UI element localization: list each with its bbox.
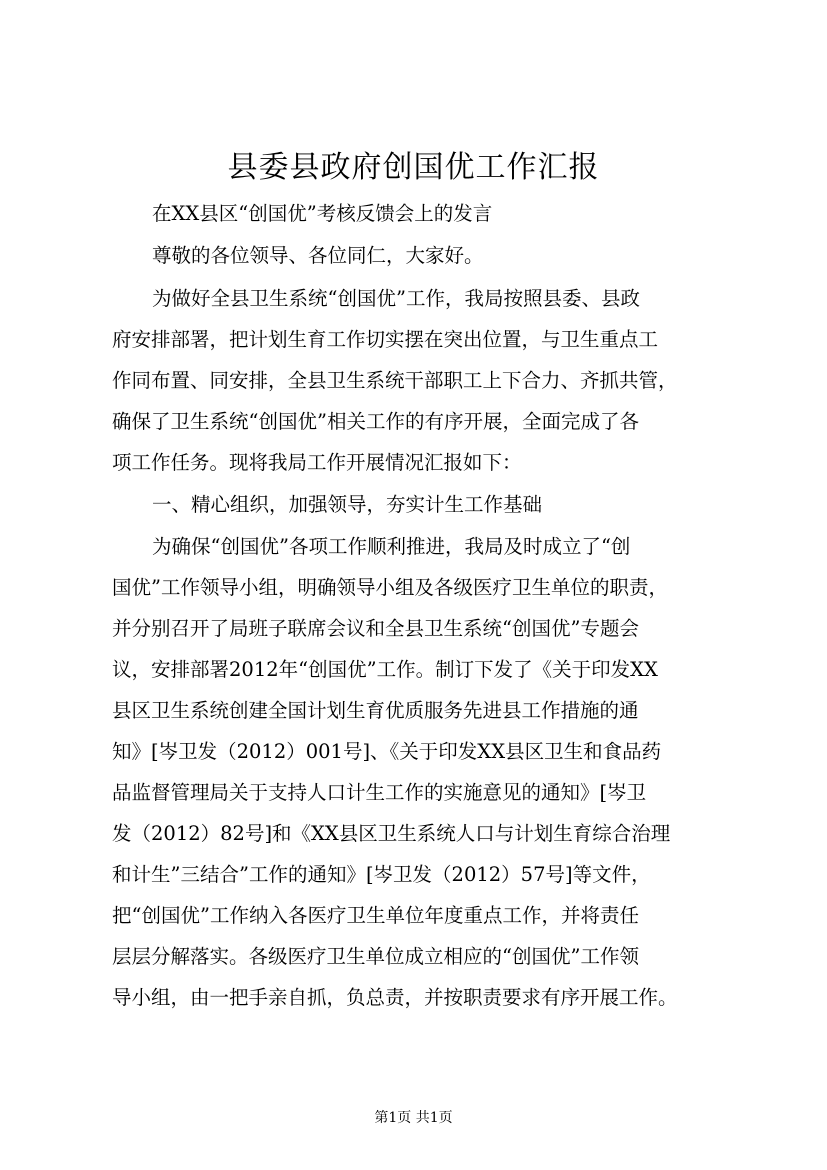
subtitle-line: 在XX县区“创国优”考核反馈会上的发言 bbox=[152, 202, 493, 225]
paragraph-line: 和计生”三结合”工作的通知》[岑卫发（2012）57号]等文件， bbox=[112, 863, 651, 886]
page-footer: 第1页 共1页 bbox=[374, 1110, 453, 1126]
paragraph-line: 为做好全县卫生系统“创国优”工作，我局按照县委、县政 bbox=[152, 287, 640, 310]
paragraph-line: 县区卫生系统创建全国计划生育优质服务先进县工作措施的通 bbox=[112, 699, 639, 722]
paragraph-line: 把“创国优”工作纳入各医疗卫生单位年度重点工作，并将责任 bbox=[112, 904, 639, 927]
paragraph-line: 为确保“创国优”各项工作顺利推进，我局及时成立了“创 bbox=[152, 535, 631, 558]
document-title: 县委县政府创国优工作汇报 bbox=[227, 150, 600, 185]
paragraph-line: 府安排部署，把计划生育工作切实摆在突出位置，与卫生重点工 bbox=[112, 328, 659, 351]
paragraph-line: 作同布置、同安排，全县卫生系统干部职工上下合力、齐抓共管， bbox=[112, 369, 678, 392]
greeting-line: 尊敬的各位领导、各位同仁，大家好。 bbox=[152, 244, 484, 267]
paragraph-line: 品监督管理局关于支持人口计生工作的实施意见的通知》[岑卫 bbox=[112, 781, 647, 804]
paragraph-line: 确保了卫生系统“创国优”相关工作的有序开展，全面完成了各 bbox=[112, 410, 639, 433]
paragraph-line: 发（2012）82号]和《XX县区卫生系统人口与计划生育综合治理 bbox=[112, 822, 671, 845]
paragraph-line: 导小组，由一把手亲自抓，负总责，并按职责要求有序开展工作。 bbox=[112, 986, 678, 1009]
paragraph-line: 知》[岑卫发（2012）001号]、《关于印发XX县区卫生和食品药 bbox=[112, 740, 662, 763]
paragraph-line: 国优”工作领导小组，明确领导小组及各级医疗卫生单位的职责， bbox=[112, 576, 668, 599]
section-heading: 一、精心组织，加强领导，夯实计生工作基础 bbox=[152, 493, 543, 516]
paragraph-line: 并分别召开了局班子联席会议和全县卫生系统“创国优”专题会 bbox=[112, 617, 639, 640]
paragraph-line: 议，安排部署2012年“创国优”工作。制订下发了《关于印发XX bbox=[112, 658, 658, 681]
paragraph-line: 项工作任务。现将我局工作开展情况汇报如下： bbox=[112, 451, 522, 474]
paragraph-line: 层层分解落实。各级医疗卫生单位成立相应的“创国优”工作领 bbox=[112, 945, 639, 968]
